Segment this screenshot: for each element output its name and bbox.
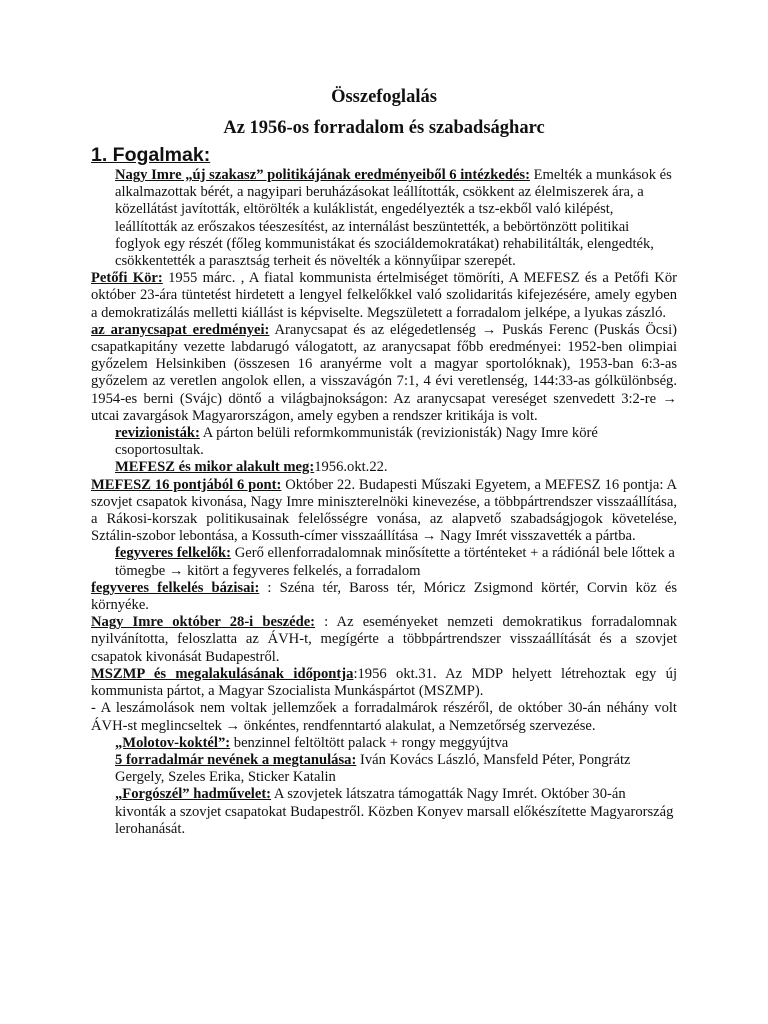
definition-text: : Az eseményeket nemzeti demokratikus forradalomnak nyilvánította, feloszlatta az ÁVH-t, megígérte a többpártrendszer visszaállítását és a szovjet csapatok kivonását Budapestről. — [91, 614, 677, 665]
definition-term: Nagy Imre „új szakasz” politikájának eredményeiből 6 intézkedés: — [115, 167, 530, 183]
definition-term: revizionisták: — [115, 425, 200, 442]
definition-term: MEFESZ 16 pontjából 6 pont: — [91, 476, 282, 493]
definition-entry — [91, 752, 677, 786]
definition-term: „Molotov-koktél”: — [115, 734, 231, 751]
definition-term: 5 forradalmár nevének a megtanulása: — [115, 751, 357, 768]
definition-term: Nagy Imre október 28-i beszéde: — [91, 614, 316, 631]
definition-entry — [91, 477, 677, 546]
definition-term: „Forgószél” hadművelet: — [115, 786, 272, 803]
definition-text: A párton belüli reformkommunisták (revizionisták) Nagy Imre köré csoportosultak. — [115, 425, 598, 459]
definition-text: Aranycsapat és az elégedetlenség → Puskás Ferenc (Puskás Öcsi) csapatkapitány vezette labdarugó válogatott, az aranycsapat főbb eredményei: 1952-ben olimpiai győzelem Helsinkiben (összesen 16 aranyérme volt a magyar sportolóknak), 1953-ban 6:3-as győzelem az veretlen angolok ellen, a visszavágón 7:1, 4 évi veretlenség, 144:33-as gólkülönbség. 1954-es berni (Svájc) döntő a világbajnokságon: Az aranycsapat vereséget szenvedett 3:2-re → utcai zavargások Magyarországon, amely egyben a rendszer kritikája is volt. — [91, 321, 677, 424]
definition-term: MEFESZ és mikor alakult meg: — [115, 459, 315, 476]
definition-entry — [91, 700, 677, 734]
definition-term: fegyveres felkelők: — [115, 545, 232, 562]
page-subtitle: Az 1956-os forradalom és szabadságharc — [223, 118, 545, 138]
definition-entry — [91, 459, 677, 476]
definition-term: fegyveres felkelés bázisai: — [91, 579, 260, 596]
definition-entry — [91, 614, 677, 666]
definition-text: Gerő ellenforradalomnak minősítette a történteket + a rádiónál bele lőttek a tömegbe → kitört a fegyveres felkelés, a forradalom — [115, 545, 675, 579]
page-title: Összefoglalás — [331, 87, 437, 107]
definition-text: A szovjetek látszatra támogatták Nagy Imrét. Október 30-án kivonták a szovjet csapatokat Budapestről. Közben Konyev marsall előkészítette Magyarország lerohanását. — [115, 786, 674, 837]
definition-text: Iván Kovács László, Mansfeld Péter, Pongrátz Gergely, Szeles Erika, Sticker Katalin — [115, 751, 631, 786]
definition-entry — [91, 322, 677, 425]
definition-term: MSZMP és megalakulásának időpontja — [91, 665, 354, 682]
definition-text: Október 22. Budapesti Műszaki Egyetem, a MEFESZ 16 pontja: A szovjet csapatok kivonása, Nagy Imre miniszterelnöki kinevezése, a többpártrendszer visszaállítása, a Rákosi-korszak politikusainak felelősségre vonása, az alapvető szabadságjogok követelése, Sztálin-szobor lebontása, a Kossuth-címer visszaállítása → Nagy Imrét visszavették a pártba. — [91, 476, 677, 545]
definition-text: 1956.okt.22. — [314, 459, 388, 476]
definition-text: : Széna tér, Baross tér, Móricz Zsigmond körtér, Corvin köz és környéke. — [91, 579, 678, 614]
definition-entry — [91, 786, 677, 838]
definition-text: benzinnel feltöltött palack + rongy meggyújtva — [230, 734, 509, 751]
definition-entry — [91, 735, 677, 752]
definition-entry — [91, 270, 677, 322]
definition-entry — [91, 425, 677, 459]
definition-entry — [91, 167, 677, 270]
definition-text: :1956 okt.31. Az MDP helyett létrehoztak egy új kommunista pártot, a Magyar Szocialista Munkáspártot (MSZMP). — [91, 665, 677, 700]
definition-entry — [91, 666, 677, 700]
definition-text: - A leszámolások nem voltak jellemzőek a forradalmárok részéről, de október 30-án néhány volt ÁVH-st meglincseltek → önkéntes, rendfenntartó alakulat, a Nemzetőrség szervezése. — [91, 700, 677, 734]
definition-text: 1955 márc. , A fiatal kommunista értelmiséget tömöríti, A MEFESZ és a Petőfi Kör október 23-ára tüntetést hirdetett a lengyel felkelőkkel való szolidaritás kifejezésére, amely egyben a demokratizálás melletti kiállást is képviselte. Megszületett a forradalom jelképe, a lyukas zászló. — [91, 270, 677, 321]
definition-entry — [91, 545, 677, 579]
definition-term: az aranycsapat eredményei: — [91, 321, 270, 338]
definition-entry — [91, 580, 677, 614]
section-heading: 1. Fogalmak: — [91, 144, 211, 166]
definition-term: Petőfi Kör: — [91, 270, 163, 287]
definitions-list — [91, 167, 677, 838]
definition-text: Emelték a munkások és alkalmazottak bérét, a nagyipari beruházásokat leállították, csökkent az élelmiszerek ára, a közellátást javították, eltörölték a kuláklistát, engedélyezték a tsz-ekből való kilépést, leállították az erőszakos téeszesítést, az internálást beszüntették, a bebörtönzött politikai foglyok egy részét (főleg kommunistákat és szociáldemokratákat) rehabilitálták, elengedték, csökkentették a parasztság terheit és növelték a könnyűipar szerepét. — [115, 167, 672, 270]
